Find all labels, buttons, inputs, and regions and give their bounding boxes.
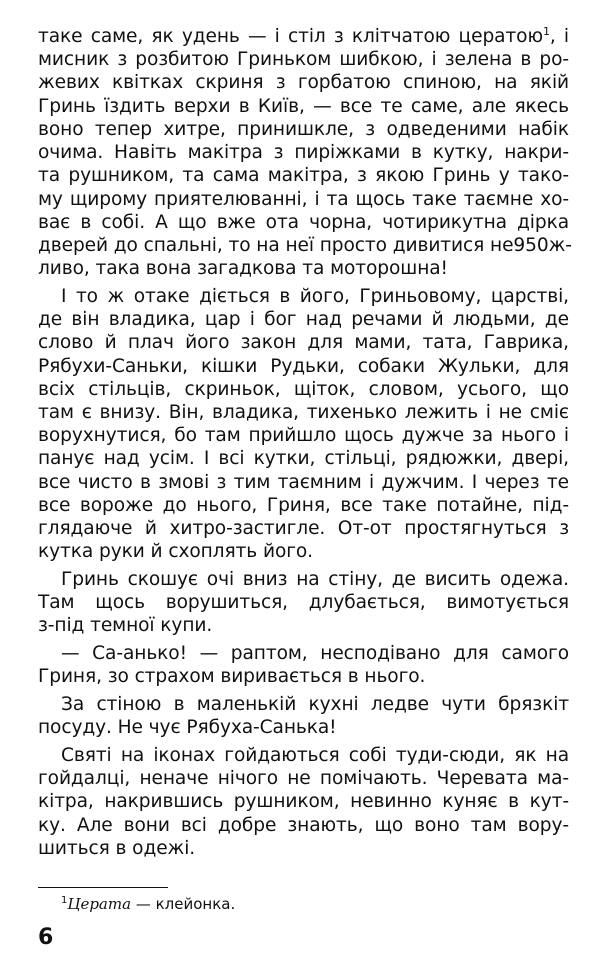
text-line: все вороже до нього, Гриня, все таке потайне, під- [38, 494, 569, 516]
page-number: 6 [38, 925, 54, 950]
text-line: глядаюче й хитро-застигле. От-от простягнуться з [38, 518, 569, 540]
text-line: дверей до спальні, то на неї просто дивитися не950ж- [38, 235, 572, 256]
text-line: з-під темної купи. [38, 615, 213, 637]
text-line: де він владика, цар і бог над речами й людьми, де [38, 309, 569, 331]
footnote-reference: 1 [543, 24, 550, 38]
footnote-definition: — клейонка. [131, 895, 236, 913]
text-line: ває в собі. А що вже ота чорна, чотирикутна дірка [38, 211, 569, 233]
text-line: мисник з розбитою Гриньком шибкою, і зелена в ро- [38, 49, 569, 71]
text-line: ворухнутися, бо там прийшло щось дужче за нього і [38, 425, 569, 447]
text-line: Рябухи-Саньки, кішки Рудьки, собаки Жульки, для [38, 355, 569, 377]
paragraph-start-line: І то ж отаке діється в його, Гриньовому, царстві, [61, 285, 569, 307]
paragraph-start-line: Гринь скошує очі вниз на стіну, де висить одежа. [61, 569, 569, 590]
text-line: все чисто в змові з тим таємним і дужчим. І через те [38, 471, 569, 493]
text-line: кітра, накрившись рушником, невинно куняє в кут- [38, 791, 569, 813]
footnote-term: Церата [67, 895, 132, 913]
text-line: му щирому приятелюванні, і та щось таке таємне хо- [38, 188, 569, 210]
text-line: всіх стільців, скриньок, щіток, словом, усього, що [38, 378, 569, 400]
text-line: панує над усім. І всі кутки, стільці, рядюжки, двері, [38, 448, 569, 470]
text-line: посуду. Не чує Рябуха-Санька! [38, 717, 337, 739]
paragraph-start-line: За стіною в маленькій кухні ледве чути брязкіт [61, 694, 569, 715]
line-text: таке саме, як удень — і стіл з клітчатою цератою [38, 26, 543, 47]
footnote-rule [38, 887, 168, 888]
footnote-marker: 1 [61, 895, 68, 906]
line-text-tail: , і [549, 26, 569, 47]
text-line: шиться в одежі. [38, 837, 196, 859]
text-line: очима. Навіть макітра з пиріжками в кутку, накри- [38, 142, 569, 164]
text-line [38, 25, 569, 48]
text-line: ливо, така вона загадкова та моторошна! [38, 258, 448, 280]
text-line: та рушником, та сама макітра, з якою Гринь у тако- [38, 165, 569, 187]
text-line: там є внизу. Він, владика, тихенько лежить і не сміє [38, 402, 569, 423]
text-line: ку. Але вони всі добре знають, що воно там вору- [38, 814, 569, 836]
text-line: Там щось ворушиться, длубається, вимотується [38, 592, 569, 614]
text-line: гойдалці, неначе нічого не помічають. Черевата ма- [38, 768, 569, 790]
text-line: Гринь їздить верхи в Київ, — все те саме, але якесь [38, 95, 569, 117]
paragraph-start-line: Святі на іконах гойдаються собі туди-сюди, як на [61, 744, 569, 766]
footnote [61, 893, 235, 915]
text-line: воно тепер хитре, принишкле, з одведеними набік [38, 118, 569, 140]
text-line: кутка руки й схоплять його. [38, 541, 313, 563]
text-line: жевих квітках скриня з горбатою спиною, на якій [38, 72, 569, 94]
paragraph-start-line: — Са-анько! — раптом, несподівано для самого [61, 643, 569, 665]
text-line: слово й плач його закон для мами, тата, Гаврика, [38, 332, 569, 354]
text-line: Гриня, зо страхом виривається в нього. [38, 666, 426, 688]
